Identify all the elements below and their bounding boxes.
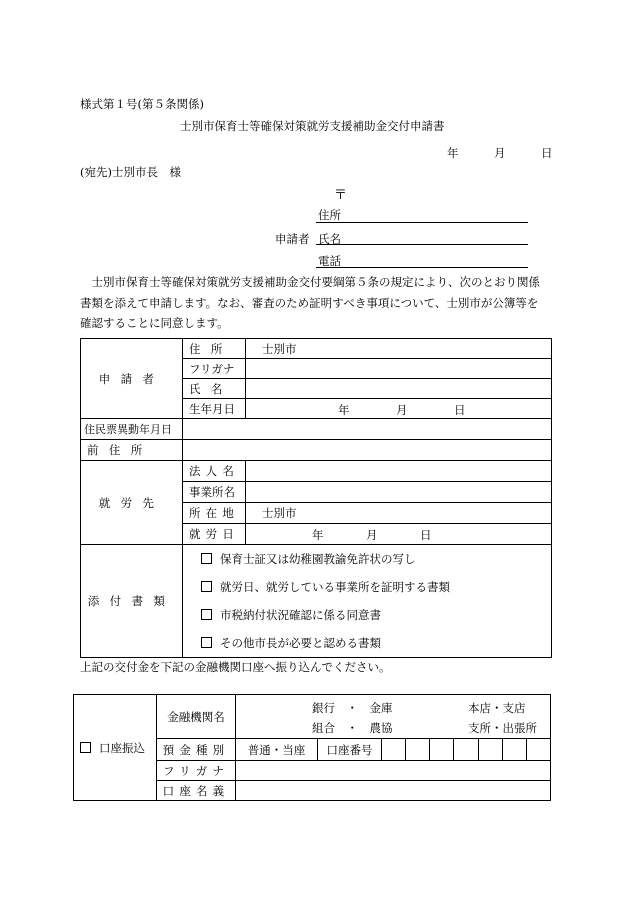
checkbox-icon[interactable] [201, 637, 212, 648]
account-digit[interactable] [454, 739, 478, 761]
branch-types-1: 本店・支店 [468, 701, 526, 715]
attachments-list [183, 545, 552, 658]
location-field[interactable] [246, 503, 552, 524]
location-value: 士別市 [262, 506, 297, 520]
date-day: 日 [541, 146, 553, 160]
bank-name-field[interactable] [236, 695, 551, 739]
account-digit[interactable] [502, 739, 526, 761]
account-digit[interactable] [430, 739, 454, 761]
transfer-cell[interactable] [74, 695, 157, 801]
applicant-name-label: 氏名 [318, 232, 341, 246]
previous-address-label: 前住所 [81, 440, 183, 461]
move-date-label: 住民票異動年月日 [81, 419, 183, 440]
address-label: 住所 [183, 339, 246, 359]
deposit-type-value[interactable]: 普通・当座 [236, 739, 318, 761]
addressee: (宛先)士別市長 様 [80, 165, 181, 179]
transfer-note: 上記の交付金を下記の金融機関口座へ振り込んでください。 [80, 660, 391, 674]
address-field[interactable] [246, 339, 552, 359]
bank-types-2: 組合 ・ 農協 [312, 721, 393, 735]
attachment-item[interactable]: 就労日、就労している事業所を証明する書類 [201, 573, 545, 601]
corp-field[interactable] [246, 461, 552, 482]
body-text-line: 士別市保育士等確保対策就労支援補助金交付要綱第５条の規定により、次のとおり関係 [80, 275, 540, 289]
work-year: 年 [312, 528, 324, 542]
account-digit[interactable] [382, 739, 406, 761]
employer-header: 就労先 [81, 461, 183, 545]
applicant-phone-line[interactable] [316, 267, 528, 268]
applicant-address-line[interactable] [316, 222, 528, 223]
attachments-header: 添付書類 [81, 545, 183, 658]
birth-label: 生年月日 [183, 399, 246, 419]
page-title: 士別市保育士等確保対策就労支援補助金交付申請書 [180, 119, 445, 133]
location-label: 所在地 [183, 503, 246, 524]
corp-label: 法人名 [183, 461, 246, 482]
work-date-label: 就労日 [183, 524, 246, 545]
account-digit[interactable] [526, 739, 550, 761]
checkbox-icon[interactable] [201, 553, 212, 564]
postal-mark: 〒 [334, 188, 348, 203]
transfer-label: 口座振込 [99, 740, 145, 755]
date-month: 月 [494, 146, 506, 160]
deposit-type-label: 預金種別 [157, 739, 236, 761]
address-value: 士別市 [262, 341, 297, 356]
name-field[interactable] [246, 379, 552, 399]
account-digit[interactable] [406, 739, 430, 761]
attachment-item[interactable]: 保育士証又は幼稚園教諭免許状の写し [201, 545, 545, 573]
previous-address-field[interactable] [183, 440, 552, 461]
account-furigana-field[interactable] [236, 761, 551, 781]
checkbox-icon[interactable] [80, 742, 91, 753]
applicant-label: 申請者 [275, 232, 310, 246]
applicant-name-line[interactable] [316, 244, 528, 245]
account-furigana-label: フリガナ [157, 761, 236, 781]
birth-field[interactable] [246, 399, 552, 419]
furigana-field[interactable] [246, 359, 552, 379]
bank-table [73, 694, 551, 801]
office-label: 事業所名 [183, 482, 246, 503]
account-number-label: 口座番号 [318, 739, 382, 761]
account-holder-field[interactable] [236, 781, 551, 801]
body-text-line: 書類を添えて申請します。なお、審査のため証明すべき事項について、士別市が公簿等を [80, 296, 539, 310]
work-month: 月 [366, 528, 378, 542]
birth-day: 日 [454, 403, 466, 417]
applicant-address-label: 住所 [318, 208, 341, 222]
furigana-label: フリガナ [183, 359, 246, 379]
applicant-phone-label: 電話 [318, 254, 341, 268]
application-table [80, 338, 552, 658]
office-field[interactable] [246, 482, 552, 503]
move-date-field[interactable] [183, 419, 552, 440]
date-year: 年 [447, 146, 459, 160]
bank-types-1: 銀行 ・ 金庫 [312, 701, 393, 715]
birth-month: 月 [396, 403, 408, 417]
body-text-line: 確認することに同意します。 [80, 316, 229, 330]
branch-types-2: 支所・出張所 [468, 721, 537, 735]
account-digit[interactable] [478, 739, 502, 761]
name-label: 氏名 [183, 379, 246, 399]
birth-year: 年 [338, 403, 350, 417]
applicant-header: 申請者 [81, 339, 183, 419]
checkbox-icon[interactable] [201, 609, 212, 620]
work-date-field[interactable] [246, 524, 552, 545]
checkbox-icon[interactable] [201, 581, 212, 592]
attachment-item[interactable]: その他市長が必要と認める書類 [201, 629, 545, 657]
bank-name-label: 金融機関名 [157, 695, 236, 739]
account-holder-label: 口座名義 [157, 781, 236, 801]
work-day: 日 [420, 528, 432, 542]
attachment-item[interactable]: 市税納付状況確認に係る同意書 [201, 601, 545, 629]
form-number: 様式第１号(第５条関係) [80, 97, 204, 111]
